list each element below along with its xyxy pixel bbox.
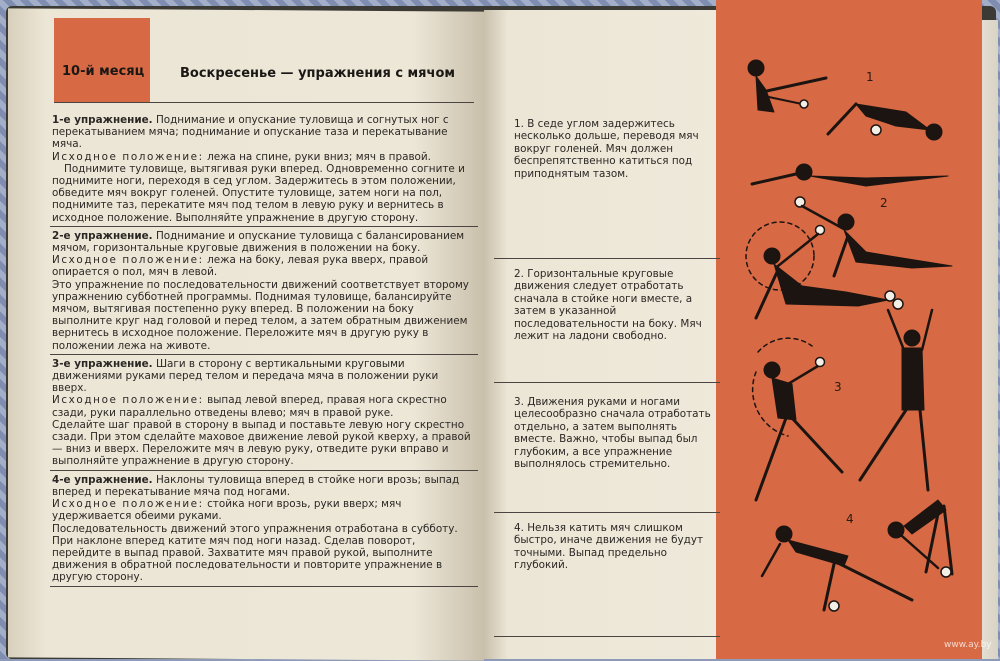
figure-number-4: 4	[846, 512, 854, 526]
figure-3b-arms-up	[860, 299, 932, 490]
exercise-4	[50, 471, 478, 587]
note-4: 4. Нельзя катить мяч слишком быстро, иначе движения не будут точными. Выпад предельно глубокий.	[514, 522, 704, 572]
month-label: 10-й месяц	[62, 64, 145, 79]
start-label: Исходное положение:	[52, 150, 204, 163]
exercise-start: Исходное положение: выпад левой вперед, правая нога скрестно сзади, руки параллельно отведены влево; мяч в правой руке.	[52, 394, 447, 419]
month-tab	[54, 18, 150, 102]
exercise-body: Сделайте шаг правой в сторону в выпад и поставьте левую ногу скрестно сзади. При этом сделайте маховое движение левой рукой кверху, а правой — вниз и вверх. Переложите мяч в левую руку, отведите руки вправо и выполняйте упражнение в другую сторону.	[52, 418, 471, 468]
figure-1b-bridge	[828, 104, 942, 140]
start-label: Исходное положение:	[52, 394, 204, 407]
exercise-2	[50, 227, 478, 355]
exercise-illustrations	[716, 0, 982, 659]
exercise-body: Поднимите туловище, вытягивая руки вперед. Одновременно согните и поднимите ноги, переходя в сед углом. Задержитесь в этом положении, обведите мяч вокруг голеней. Опустите туловище, затем ноги на пол, поднимите таз, перекатите мяч под телом в левую руку и вернитесь в исходное положение. Выполняйте упражнение в другую сторону.	[52, 162, 465, 224]
note-3: 3. Движения руками и ногами целесообразно сначала отработать отдельно, а затем выполнять вместе. Важно, чтобы выпад был глубоким, а все упражнение выполнялось стремительно.	[514, 396, 711, 471]
exercise-lead: 1-е упражнение. Поднимание и опускание туловища и согнутых ног с перекатыванием мяча; поднимание и опускание таза и перекатывание мяча.	[52, 114, 449, 151]
figure-4a-lunge	[762, 526, 912, 611]
exercise-lead: 3-е упражнение. Шаги в сторону с вертикальными круговыми движениями руками перед телом и передача мяча в положении руки вверх.	[52, 357, 439, 395]
exercise-lead: 4-е упражнение. Наклоны туловища вперед в стойке ноги врозь; выпад вперед и перекатывание мяча под ногами.	[52, 473, 460, 498]
exercise-title: 1-е упражнение.	[52, 114, 153, 126]
exercise-body: Последовательность движений этого упражнения отработана в субботу. При наклоне вперед катите мяч под ноги назад. Сделав поворот, перейдите в выпад правой. Захватите мяч правой рукой, выполните движения в обратной последовательности и повторите упражнение в другую сторону.	[52, 522, 458, 584]
exercise-body: Это упражнение по последовательности движений соответствует второму упражнению субботней программы. Поднимая туловище, балансируйте мячом, вытягивая постепенно руку вперед. В положении на боку выполните круг над головой и перед телом, а затем обратным движением вернитесь в исходное положение. Переложите мяч в другую руку в положении лежа на животе.	[52, 278, 469, 352]
figure-4b-bend	[888, 500, 952, 577]
figure-number-2: 2	[880, 196, 888, 210]
exercise-start: Исходное положение: стойка ноги врозь, руки вверх; мяч удерживается обеими руками.	[52, 498, 402, 523]
note-2: 2. Горизонтальные круговые движения следует отработать сначала в стойке ноги вместе, а затем в указанной последовательности на боку. Мяч лежит на ладони свободно.	[514, 268, 702, 343]
page-title: Воскресенье — упражнения с мячом	[180, 66, 456, 81]
figure-1a-v-sit	[748, 60, 826, 112]
note-divider	[494, 258, 720, 259]
figure-2b-raised	[795, 197, 952, 276]
note-divider	[494, 382, 720, 383]
exercise-title: 2-е упражнение.	[52, 229, 153, 242]
exercise-column	[50, 112, 478, 587]
exercise-start: Исходное положение: лежа на спине, руки вниз; мяч в правой.	[52, 150, 431, 163]
start-label: Исходное положение:	[52, 254, 204, 267]
header-divider	[54, 102, 474, 103]
exercise-1	[50, 112, 478, 227]
figure-3a-lunge	[753, 338, 842, 500]
exercise-title: 4-е упражнение.	[52, 473, 153, 486]
figure-2a-lying	[752, 164, 948, 186]
start-label: Исходное положение:	[52, 498, 204, 511]
note-divider	[494, 636, 720, 637]
note-1: 1. В седе углом задержитесь несколько дольше, переводя мяч вокруг голеней. Мяч должен беспрепятственно катиться под приподнятым тазом.	[514, 118, 699, 180]
figure-2c-circle	[746, 222, 895, 318]
figure-number-3: 3	[834, 380, 842, 394]
exercise-3	[50, 355, 478, 471]
note-divider	[494, 512, 720, 513]
figure-number-1: 1	[866, 70, 874, 84]
watermark: www.ay.by	[944, 640, 992, 650]
exercise-lead: 2-е упражнение. Поднимание и опускание туловища с балансированием мячом, горизонтальные круговые движения в положении на боку.	[52, 229, 465, 255]
exercise-start: Исходное положение: лежа на боку, левая рука вверх, правой опирается о пол, мяч в левой.	[52, 254, 429, 279]
exercise-title: 3-е упражнение.	[52, 357, 153, 370]
